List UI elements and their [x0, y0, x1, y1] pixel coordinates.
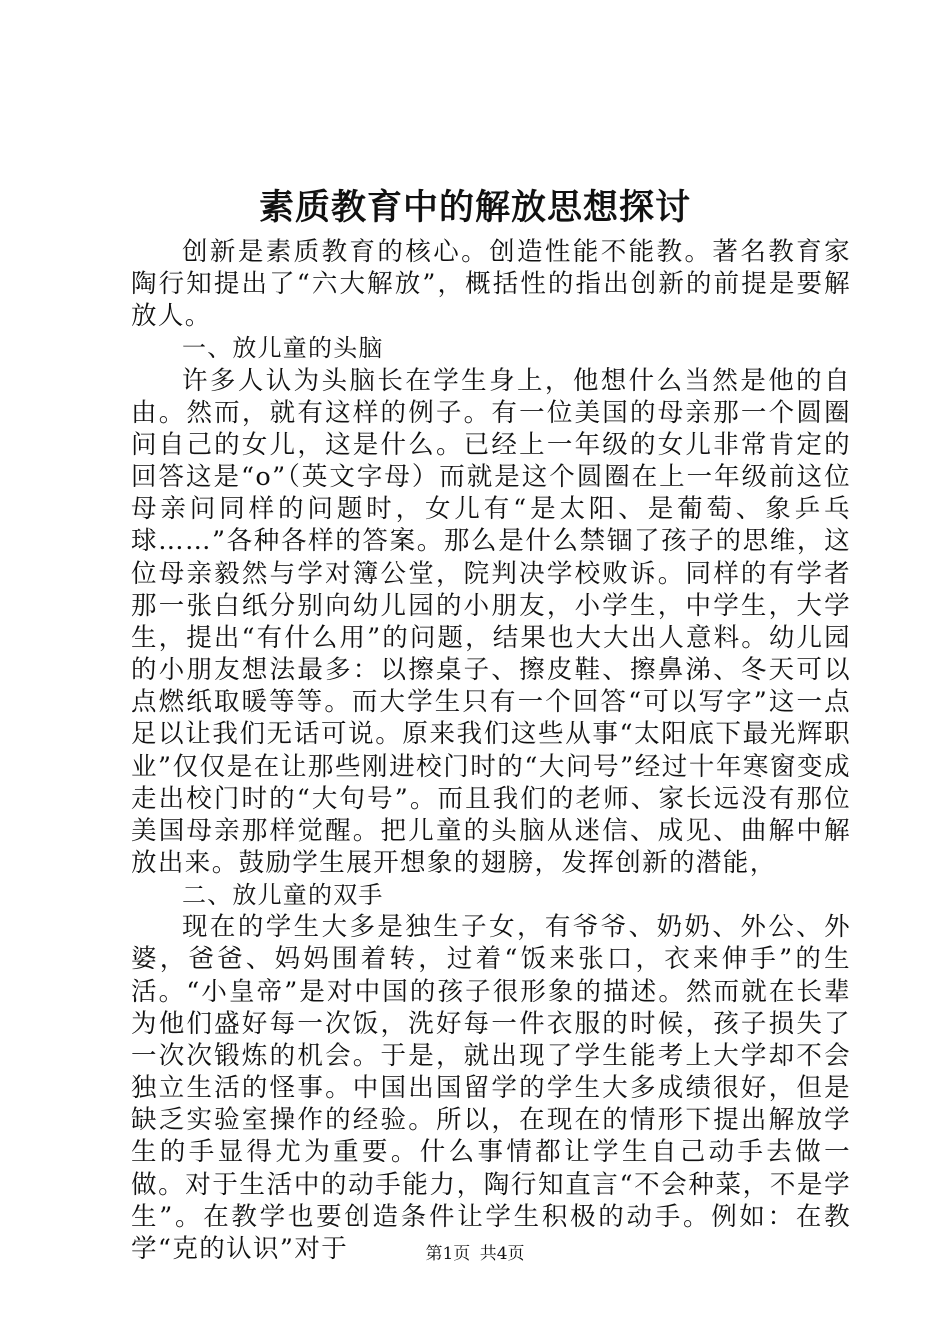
page-total: 共4页: [479, 1244, 525, 1264]
page-footer: [0, 1242, 950, 1266]
document-title: 素质教育中的解放思想探讨: [258, 187, 691, 228]
document-body: [131, 236, 851, 1265]
section-heading-1: 一、放儿童的头脑: [182, 334, 384, 363]
paragraph-1: 许多人认为头脑长在学生身上，他想什么当然是他的自由。然而，就有这样的例子。有一位美国的母亲那一个圆圈问自己的女儿，这是什么。已经上一年级的女儿非常肯定的回答这是“o”（英文字母）而就是这个圆圈在上一年级前这位母亲问同样的问题时，女儿有“是太阳、是葡萄、象乒乓球……”各种各样的答案。那么是什么禁锢了孩子的思维，这位母亲毅然与学对簿公堂，院判决学校败诉。同样的有学者那一张白纸分别向幼儿园的小朋友，小学生，中学生，大学生，提出“有什么用”的问题，结果也大大出人意料。幼儿园的小朋友想法最多：以擦桌子、擦皮鞋、擦鼻涕、冬天可以点燃纸取暖等等。而大学生只有一个回答“可以写字”这一点足以让我们无话可说。原来我们这些从事“太阳底下最光辉职业”仅仅是在让那些刚进校门时的“大问号”经过十年寒窗变成走出校门时的“大句号”。而且我们的老师、家长远没有那位美国母亲那样觉醒。把儿童的头脑从迷信、成见、曲解中解放出来。鼓励学生展开想象的翅膀，发挥创新的潜能，: [131, 365, 851, 878]
paragraph-2: 现在的学生大多是独生子女，有爷爷、奶奶、外公、外婆，爸爸、妈妈围着转，过着“饭来张口，衣来伸手”的生活。“小皇帝”是对中国的孩子很形象的描述。然而就在长辈为他们盛好每一次饭，洗好每一件衣服的时候，孩子损失了一次次锻炼的机会。于是，就出现了学生能考上大学却不会独立生活的怪事。中国出国留学的学生大多成绩很好，但是缺乏实验室操作的经验。所以，在现在的情形下提出解放学生的手显得尤为重要。什么事情都让学生自己动手去做一做。对于生活中的动手能力，陶行知直言“不会种菜，不是学生”。在教学也要创造条件让学生积极的动手。例如：在教学“克的认识”对于: [131, 912, 851, 1264]
page-number: 第1页: [425, 1244, 471, 1264]
paragraph-intro: 创新是素质教育的核心。创造性能不能教。著名教育家陶行知提出了“六大解放”，概括性的指出创新的前提是要解放人。: [131, 237, 851, 332]
section-heading-2: 二、放儿童的双手: [182, 881, 384, 910]
